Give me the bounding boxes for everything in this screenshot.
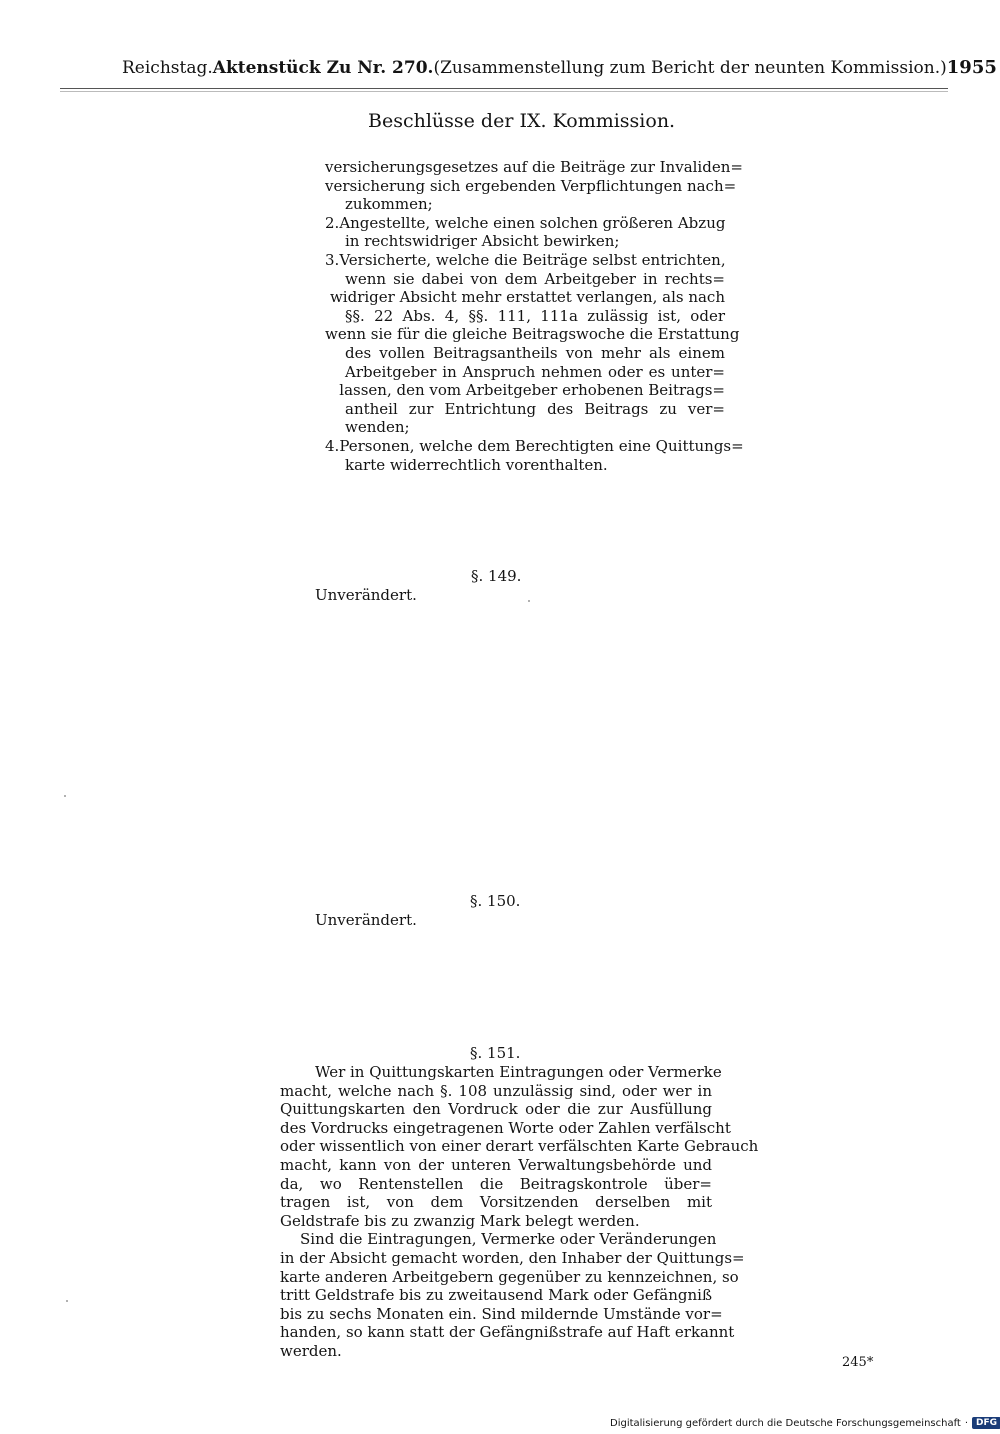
paragraph-line: bis zu sechs Monaten ein. Sind mildernde Umstände vor= [280, 1304, 723, 1323]
paragraph-line: tragen ist, von dem Vorsitzenden derselben mit [280, 1193, 712, 1212]
list-item-line: Arbeitgeber in Anspruch nehmen oder es unter= [345, 362, 725, 381]
sheet-number: 245* [842, 1355, 874, 1370]
continuation-line: versicherungsgesetzes auf die Beiträge zur Invaliden= [325, 158, 743, 176]
paragraph-line: karte anderen Arbeitgebern gegenüber zu kennzeichnen, so [280, 1267, 739, 1286]
paragraph-line: werden. [280, 1341, 342, 1360]
paragraph-line: in der Absicht gemacht worden, den Inhaber der Quittungs= [280, 1248, 745, 1267]
list-item-line: in rechtswidriger Absicht bewirken; [345, 232, 620, 251]
resolution-list [325, 158, 744, 474]
dfg-logo-icon: DFG [972, 1417, 1000, 1429]
header-document: Aktenstück Zu Nr. 270. [212, 58, 434, 78]
paragraph-line: Geldstrafe bis zu zwanzig Mark belegt werden. [280, 1211, 640, 1230]
scan-speck [64, 795, 66, 797]
list-item-3: 3. Versicherte, welche die Beiträge selbst entrichten, [325, 250, 726, 269]
column-title: Beschlüsse der IX. Kommission. [368, 110, 676, 132]
list-item-4: 4. Personen, welche dem Berechtigten eine Quittungs= [325, 436, 744, 455]
continuation-line: versicherung sich ergebenden Verpflichtungen nach= [325, 176, 737, 195]
scan-speck [66, 1300, 68, 1302]
paragraph-line: Wer in Quittungskarten Eintragungen oder Vermerke [315, 1063, 722, 1081]
list-item-line: widriger Absicht mehr erstattet verlangen, als nach [329, 288, 725, 307]
paragraph-line: oder wissentlich von einer derart verfälschten Karte Gebrauch [280, 1137, 759, 1156]
list-item-line: des vollen Beitragsantheils von mehr als einem [345, 343, 725, 362]
paragraph-line: da, wo Rentenstellen die Beitragskontrole über= [280, 1174, 712, 1193]
header-title: (Zusammenstellung zum Bericht der neunten Kommission.) [433, 58, 947, 78]
list-item-line: lassen, den vom Arbeitgeber erhobenen Beitrags= [339, 381, 725, 400]
list-item-2: 2. Angestellte, welche einen solchen größeren Abzug [325, 213, 726, 232]
header-reichstag: Reichstag. [122, 58, 213, 78]
header-rule [60, 88, 948, 89]
paragraph-line: macht, kann von der unteren Verwaltungsbehörde und [280, 1155, 712, 1174]
list-item-line: wenn sie dabei von dem Arbeitgeber in rechts= [345, 269, 725, 288]
running-header [122, 57, 997, 78]
section-150-text: Unverändert. [315, 911, 417, 929]
header-page-number: 1955 [946, 57, 997, 78]
paragraph-line: handen, so kann statt der Gefängnißstrafe auf Haft erkannt [280, 1323, 735, 1342]
list-item-line: wenn sie für die gleiche Beitragswoche die Erstattung [325, 325, 740, 344]
paragraph-line: macht, welche nach §. 108 unzulässig sind, oder wer in [280, 1081, 712, 1100]
list-item-line: §§. 22 Abs. 4, §§. 111, 111a zulässig ist, oder [345, 306, 725, 325]
scan-speck [528, 600, 530, 602]
section-149-heading: §. 149. [471, 567, 522, 585]
paragraph-line: des Vordrucks eingetragenen Worte oder Zahlen verfälscht [280, 1118, 731, 1137]
paragraph-line: Sind die Eintragungen, Vermerke oder Veränderungen [300, 1230, 717, 1249]
section-151-body [280, 1063, 759, 1361]
paragraph-line: tritt Geldstrafe bis zu zweitausend Mark oder Gefängniß [280, 1286, 712, 1305]
footer-text: Digitalisierung gefördert durch die Deutsche Forschungsgemeinschaft [610, 1417, 961, 1429]
section-150-heading: §. 150. [470, 892, 521, 910]
continuation-line: zukommen; [345, 195, 433, 214]
section-151-heading: §. 151. [470, 1044, 521, 1062]
header-rule-thin [60, 91, 948, 92]
digitization-footer: Digitalisierung gefördert durch die Deutsche Forschungsgemeinschaft · DFG [610, 1417, 1000, 1429]
list-item-line: wenden; [345, 418, 410, 437]
paragraph-line: Quittungskarten den Vordruck oder die zur Ausfüllung [280, 1100, 712, 1119]
section-149-text: Unverändert. [315, 586, 417, 604]
list-item-line: karte widerrechtlich vorenthalten. [345, 455, 608, 474]
list-item-line: antheil zur Entrichtung des Beitrags zu ver= [345, 399, 725, 418]
